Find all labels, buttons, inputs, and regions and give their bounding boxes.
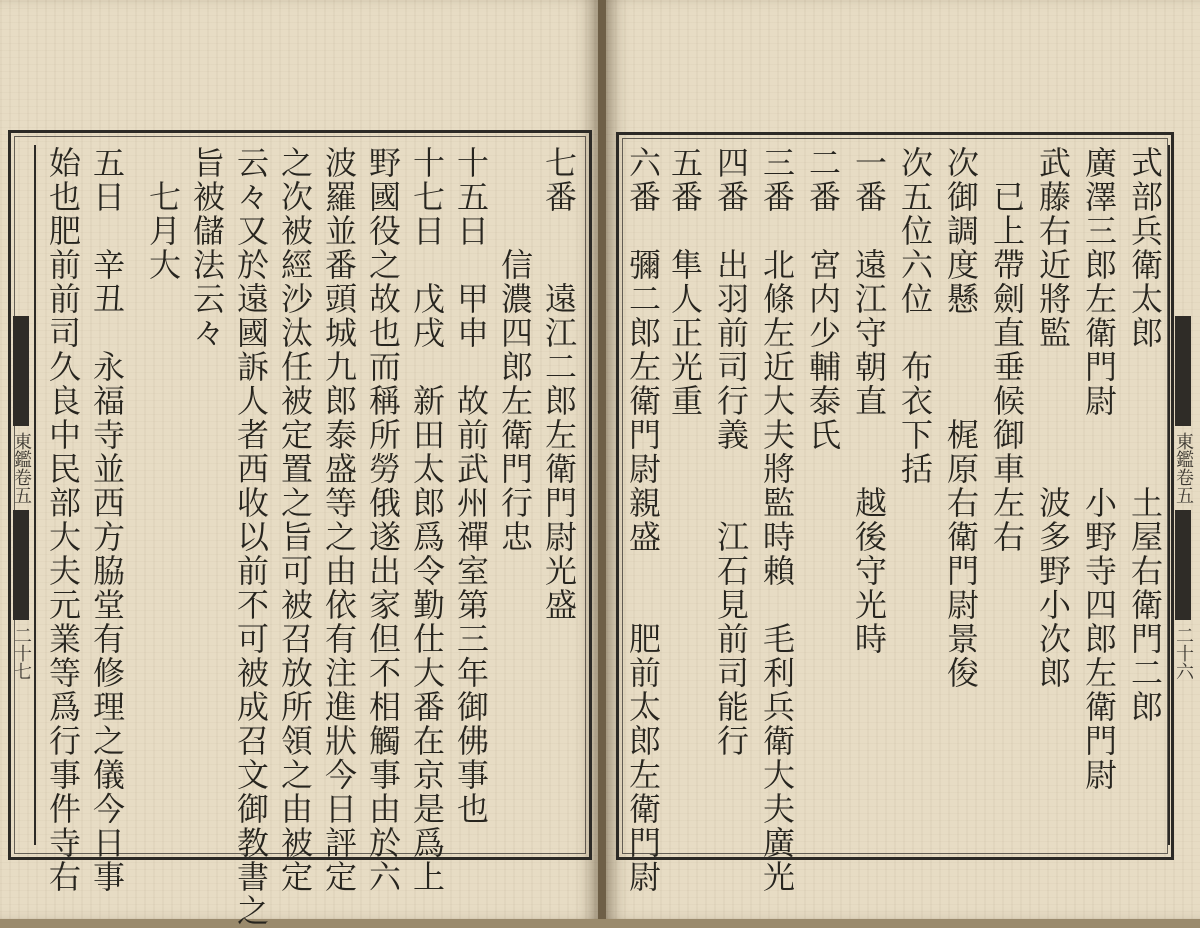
left-text-column: 云々又於遠國訴人者西收以前不可被成召文御教書之 (232, 146, 270, 928)
left-running-head (8, 145, 36, 845)
left-text-column: 始也肥前前司久良中民部大夫元業等爲行事件寺右 (44, 146, 82, 894)
right-text-column: 三番 北條左近大夫將監時賴 毛利兵衛大夫廣光 (758, 146, 796, 894)
right-running-head (1168, 145, 1196, 845)
right-text-column: 次御調度懸 梶原右衛門尉景俊 (942, 146, 980, 690)
right-text-column: 廣澤三郎左衛門尉 小野寺四郎左衛門尉 (1080, 146, 1118, 792)
fish-tail-ornament-top (1175, 316, 1191, 426)
fish-tail-ornament-top (13, 316, 29, 426)
right-running-head-title: 東鑑卷五 (1173, 432, 1194, 504)
left-running-head-title: 東鑑卷五 (11, 432, 32, 504)
right-leaf-number: 二十六 (1173, 626, 1194, 680)
book-gutter (598, 0, 606, 919)
right-text-column: 四番 出羽前司行義 江石見前司能行 (712, 146, 750, 758)
left-text-column: 野國役之故也而稱所勞俄遂出家但不相觸事由於六 (364, 146, 402, 894)
left-text-column: 信濃四郎左衛門行忠 (496, 146, 534, 554)
right-text-column: 已上帶劍直垂候御車左右 (988, 146, 1026, 554)
left-text-column: 五日 辛丑 永福寺並西方脇堂有修理之儀今日事 (88, 146, 126, 894)
left-text-column: 七月大 (144, 146, 182, 282)
right-text-column: 武藤右近將監 波多野小次郎 (1034, 146, 1072, 690)
left-text-column: 十七日 戊戌 新田太郎爲令勤仕大番在京是爲上 (408, 146, 446, 894)
left-text-column: 旨被儲法云々 (188, 146, 226, 350)
right-text-column: 式部兵衛太郎 土屋右衛門二郎 (1126, 146, 1164, 724)
right-text-column: 五番 隼人正光重 (666, 146, 704, 418)
left-text-column: 波羅並番頭城九郎泰盛等之由依有注進狀今日評定 (320, 146, 358, 894)
left-leaf-number: 二十七 (11, 626, 32, 680)
right-text-column: 一番 遠江守朝直 越後守光時 (850, 146, 888, 656)
left-text-column: 七番 遠江二郎左衛門尉光盛 (540, 146, 578, 622)
right-text-column: 六番 彌二郎左衛門尉親盛 肥前太郎左衛門尉 (624, 146, 662, 894)
right-text-column: 次五位六位 布衣下括 (896, 146, 934, 486)
left-text-column: 十五日 甲申 故前武州禪室第三年御佛事也 (452, 146, 490, 826)
left-text-column: 之次被經沙汰任被定置之旨可被召放所領之由被定 (276, 146, 314, 894)
right-text-column: 二番 宮内少輔泰氏 (804, 146, 842, 452)
fish-tail-ornament-bottom (1175, 510, 1191, 620)
fish-tail-ornament-bottom (13, 510, 29, 620)
